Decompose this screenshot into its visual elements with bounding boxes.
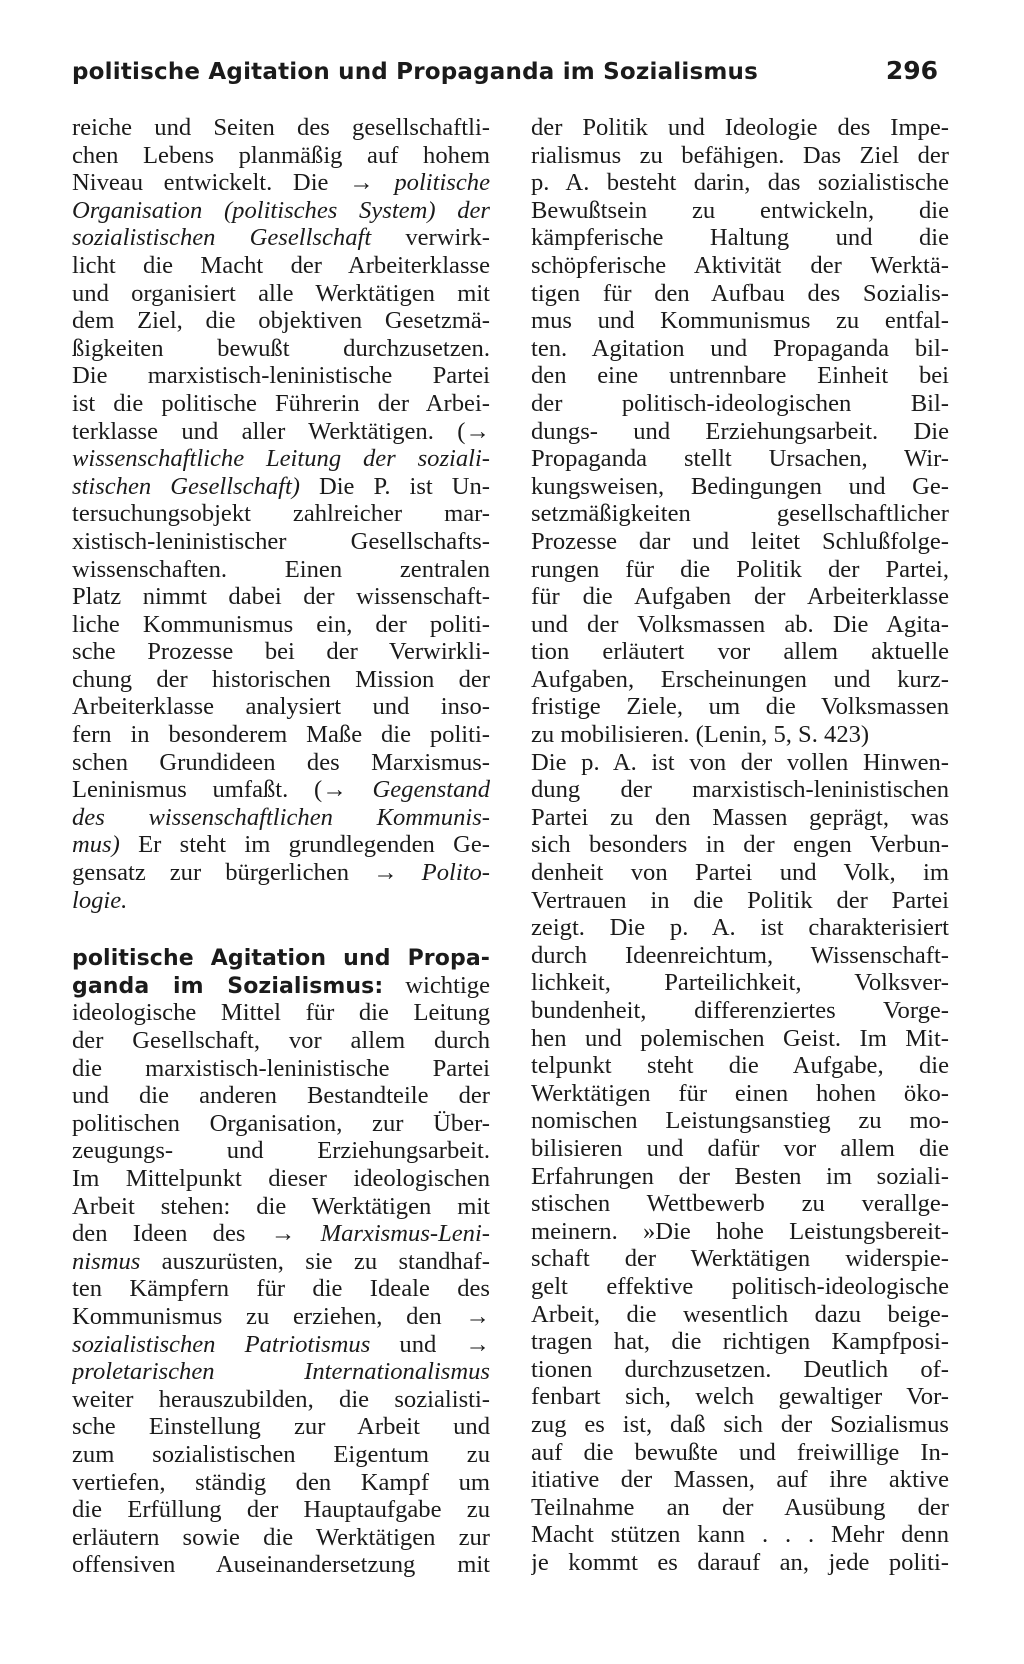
cross-reference-term: Marxismus-Leni- <box>295 1220 490 1248</box>
text-segment: Macht stützen kann . . . Mehr denn <box>531 1521 949 1549</box>
text-segment: sche Einstellung zur Arbeit und <box>72 1413 490 1441</box>
text-segment: fenbart sich, welch gewaltiger Vor- <box>531 1383 949 1411</box>
text-segment: dung der marxistisch-leninistischen <box>531 776 949 804</box>
text-line <box>531 500 949 528</box>
page-number: 296 <box>885 56 938 85</box>
text-segment: zeigt. Die p. A. ist charakterisiert <box>531 914 949 942</box>
text-segment: lichkeit, Parteilichkeit, Volksver- <box>531 969 949 997</box>
text-line <box>72 224 490 252</box>
cross-reference-term: nismus <box>72 1247 141 1275</box>
text-segment: und die anderen Bestandteile der <box>72 1082 490 1110</box>
text-segment: Niveau entwickelt. Die <box>72 169 350 197</box>
text-segment: durch Ideenreichtum, Wissenschaft- <box>531 941 949 969</box>
text-segment: fern in besonderem Maße die politi- <box>72 721 490 749</box>
text-segment: terklasse und aller Werktätigen. ( <box>72 417 466 445</box>
text-segment: erläutern sowie die Werktätigen zur <box>72 1523 490 1551</box>
text-line <box>72 804 490 832</box>
text-segment: gensatz zur bürgerlichen <box>72 859 374 887</box>
cross-reference-term: mus) <box>72 831 120 859</box>
text-line <box>531 362 949 390</box>
text-line <box>531 831 949 859</box>
text-line <box>72 1275 490 1303</box>
text-line <box>531 1328 949 1356</box>
cross-reference-arrow-icon: → <box>322 776 347 804</box>
text-line <box>72 1358 490 1386</box>
text-segment: schaft der Werktätigen widerspie- <box>531 1245 949 1273</box>
text-line <box>531 1273 949 1301</box>
text-line <box>72 999 490 1027</box>
text-segment: itiative der Massen, auf ihre aktive <box>531 1466 949 1494</box>
text-segment: xistisch-leninistischer Gesellschafts- <box>72 527 490 555</box>
text-segment: Werktätigen für einen hohen öko- <box>531 1079 949 1107</box>
headword: ganda im Sozialismus: <box>72 973 384 999</box>
text-line <box>72 638 490 666</box>
text-line <box>72 1386 490 1414</box>
text-segment: für die Aufgaben der Arbeiterklasse <box>531 583 949 611</box>
text-segment: denheit von Partei und Volk, im <box>531 859 949 887</box>
cross-reference-term: Organisation (politisches System) der <box>72 196 490 224</box>
text-segment: ßigkeiten bewußt durchzusetzen. <box>72 334 490 362</box>
text-segment: Propaganda stellt Ursachen, Wir- <box>531 445 949 473</box>
text-segment: Die P. ist Un- <box>299 472 490 500</box>
text-segment: schöpferische Aktivität der Werktä- <box>531 251 949 279</box>
text-line <box>72 1165 490 1193</box>
text-segment: wissenschaften. Einen zentralen <box>72 555 490 583</box>
text-line <box>531 1052 949 1080</box>
text-line <box>531 638 949 666</box>
text-segment: Aufgaben, Erscheinungen und kurz- <box>531 665 949 693</box>
headword: politische Agitation und Propa- <box>72 946 490 972</box>
cross-reference-term: politische <box>373 169 490 197</box>
text-segment: bundenheit, differenziertes Vorge- <box>531 997 949 1024</box>
text-segment: und <box>370 1330 466 1358</box>
text-segment: die Erfüllung der Hauptaufgabe zu <box>72 1496 490 1524</box>
text-line <box>531 528 949 556</box>
text-line <box>72 1331 490 1359</box>
text-segment: Bewußtsein zu entwickeln, die <box>531 196 949 224</box>
text-segment: Partei zu den Massen geprägt, was <box>531 803 949 831</box>
text-line <box>531 1439 949 1467</box>
running-title: politische Agitation und Propaganda im Sozialismus <box>72 59 758 85</box>
cross-reference-arrow-icon: → <box>270 1220 296 1248</box>
cross-reference-term: sozialistischen Patriotismus <box>72 1330 371 1358</box>
text-line <box>531 1025 949 1053</box>
text-line <box>72 972 490 1000</box>
text-segment: stischen Wettbewerb zu verallge- <box>531 1190 949 1218</box>
text-segment: zu mobilisieren. (Lenin, 5, S. 423) <box>531 721 870 749</box>
cross-reference-arrow-icon: → <box>373 859 398 887</box>
text-line <box>531 1549 949 1577</box>
text-line <box>531 1301 949 1329</box>
text-line <box>72 583 490 611</box>
text-segment: Vertrauen in die Politik der Partei <box>531 886 949 914</box>
cross-reference-term: sozialistischen Gesellschaft <box>72 224 372 252</box>
text-line <box>72 1441 490 1469</box>
text-line <box>72 1303 490 1331</box>
text-line <box>72 611 490 639</box>
entry-politische-agitation <box>72 944 490 1579</box>
text-segment: offensiven Auseinandersetzung mit <box>72 1551 490 1579</box>
text-segment: wichtige <box>383 971 490 999</box>
text-segment: tion erläutert vor allem aktuelle <box>531 638 949 666</box>
text-line <box>531 1163 949 1191</box>
text-line <box>72 1413 490 1441</box>
text-segment: meinern. »Die hohe Leistungsbereit- <box>531 1217 949 1245</box>
text-segment: der politisch-ideologischen Bil- <box>531 389 949 417</box>
text-line <box>72 776 490 804</box>
text-segment: tersuchungsobjekt zahlreicher mar- <box>72 500 490 528</box>
text-line <box>531 1356 949 1384</box>
text-segment: Leninismus umfaßt. ( <box>72 776 323 804</box>
text-line <box>72 169 490 197</box>
text-line <box>72 1248 490 1276</box>
entry-continuation-paragraph <box>72 114 490 914</box>
text-line <box>531 887 949 915</box>
text-line <box>531 114 949 142</box>
cross-reference-arrow-icon: → <box>465 417 490 445</box>
text-line <box>72 390 490 418</box>
text-line <box>72 1193 490 1221</box>
text-line <box>72 887 490 915</box>
text-line <box>72 1110 490 1138</box>
text-line <box>72 1551 490 1579</box>
text-segment: Erfahrungen der Besten im soziali- <box>531 1162 949 1190</box>
text-line <box>72 666 490 694</box>
cross-reference-term: Polito- <box>397 859 490 887</box>
text-line <box>531 969 949 997</box>
text-line <box>72 1524 490 1552</box>
text-line <box>531 914 949 942</box>
text-segment: ist die politische Führerin der Arbei- <box>72 389 490 417</box>
right-column <box>531 114 949 1576</box>
text-segment: Arbeit stehen: die Werktätigen mit <box>72 1192 490 1220</box>
text-segment: gelt effektive politisch-ideologische <box>531 1272 949 1300</box>
text-line <box>531 666 949 694</box>
text-line <box>531 169 949 197</box>
text-line <box>531 224 949 252</box>
text-segment: liche Kommunismus ein, der politi- <box>72 610 490 638</box>
text-line <box>72 307 490 335</box>
text-segment: Er steht im grundlegenden Ge- <box>119 831 490 859</box>
text-segment: zum sozialistischen Eigentum zu <box>72 1440 490 1468</box>
running-head <box>72 56 938 96</box>
text-line <box>531 418 949 446</box>
text-segment: sich besonders in der engen Verbun- <box>531 831 949 859</box>
text-line <box>72 473 490 501</box>
text-segment: weiter herauszubilden, die sozialisti- <box>72 1385 490 1413</box>
text-line <box>72 944 490 972</box>
text-segment: die marxistisch-leninistische Partei <box>72 1054 490 1082</box>
text-segment: Arbeiterklasse analysiert und inso- <box>72 693 490 721</box>
text-segment: je kommt es darauf an, jede politi- <box>531 1548 949 1576</box>
text-line <box>72 1055 490 1083</box>
text-line <box>72 1220 490 1248</box>
text-segment: nomischen Leistungsanstieg zu mo- <box>531 1107 949 1135</box>
text-line <box>72 142 490 170</box>
cross-reference-term: proletarischen Internationalismus <box>72 1358 490 1386</box>
text-line <box>72 280 490 308</box>
text-segment: Arbeit, die wesentlich dazu beige- <box>531 1300 949 1328</box>
text-line <box>531 1218 949 1246</box>
cross-reference-term: Gegenstand <box>346 776 490 804</box>
text-segment: Teilnahme an der Ausübung der <box>531 1493 949 1521</box>
text-line <box>72 831 490 859</box>
text-segment: ideologische Mittel für die Leitung <box>72 999 490 1027</box>
text-line <box>531 280 949 308</box>
text-line <box>531 390 949 418</box>
text-line <box>72 859 490 887</box>
text-segment: chen Lebens planmäßig auf hohem <box>72 141 490 169</box>
cross-reference-arrow-icon: → <box>465 1330 490 1358</box>
text-line <box>72 1496 490 1524</box>
text-segment: setzmäßigkeiten gesellschaftlicher <box>531 500 949 528</box>
text-segment: schen Grundideen des Marxismus- <box>72 748 490 776</box>
text-segment: auf die bewußte und freiwillige In- <box>531 1438 949 1466</box>
text-line <box>531 1466 949 1494</box>
text-line <box>531 611 949 639</box>
paragraph-gap <box>72 914 490 944</box>
cross-reference-arrow-icon: → <box>349 169 374 197</box>
text-segment: den eine untrennbare Einheit bei <box>531 362 949 390</box>
text-segment: dungs- und Erziehungsarbeit. Die <box>531 417 949 445</box>
text-segment: licht die Macht der Arbeiterklasse <box>72 251 490 279</box>
cross-reference-term: logie. <box>72 886 128 914</box>
text-line <box>72 1137 490 1165</box>
text-segment: politischen Organisation, zur Über- <box>72 1109 490 1137</box>
text-line <box>72 418 490 446</box>
text-line <box>531 1245 949 1273</box>
text-segment: Im Mittelpunkt dieser ideologischen <box>72 1164 490 1192</box>
text-segment: chung der historischen Mission der <box>72 665 490 693</box>
text-line <box>72 114 490 142</box>
cross-reference-arrow-icon: → <box>465 1302 490 1330</box>
text-line <box>531 335 949 363</box>
text-segment: Die p. A. ist von der vollen Hinwen- <box>531 748 949 776</box>
text-segment: reiche und Seiten des gesellschaftli- <box>72 114 490 141</box>
text-line <box>72 1082 490 1110</box>
text-line <box>72 528 490 556</box>
text-segment: ten Kämpfern für die Ideale des <box>72 1275 490 1303</box>
text-line <box>531 142 949 170</box>
text-line <box>531 583 949 611</box>
text-line <box>531 1135 949 1163</box>
text-segment: und der Volksmassen ab. Die Agita- <box>531 610 949 638</box>
cross-reference-term: des wissenschaftlichen Kommunis- <box>72 803 490 831</box>
text-segment: verwirk- <box>371 224 490 252</box>
text-segment: tragen hat, die richtigen Kampfposi- <box>531 1328 949 1356</box>
text-segment: ten. Agitation und Propaganda bil- <box>531 334 949 362</box>
text-line <box>531 1383 949 1411</box>
text-line <box>531 942 949 970</box>
text-line <box>531 721 949 749</box>
text-line <box>531 252 949 280</box>
text-line <box>531 473 949 501</box>
entry-continuation-right <box>531 114 949 1576</box>
text-segment: den Ideen des <box>72 1220 271 1248</box>
text-line <box>531 693 949 721</box>
text-line <box>72 749 490 777</box>
text-segment: und organisiert alle Werktätigen mit <box>72 279 490 307</box>
left-column <box>72 114 490 1579</box>
text-segment: Prozesse dar und leitet Schlußfolge- <box>531 527 949 555</box>
text-segment: sche Prozesse bei der Verwirkli- <box>72 638 490 666</box>
text-line <box>72 500 490 528</box>
text-line <box>531 776 949 804</box>
text-segment: auszurüsten, sie zu standhaf- <box>140 1247 490 1275</box>
cross-reference-term: stischen Gesellschaft) <box>72 472 300 500</box>
text-segment: bilisieren und dafür vor allem die <box>531 1134 949 1162</box>
text-line <box>531 197 949 225</box>
text-line <box>531 1107 949 1135</box>
text-line <box>531 1080 949 1108</box>
text-segment: der Politik und Ideologie des Impe- <box>531 114 949 141</box>
text-line <box>72 362 490 390</box>
text-line <box>531 556 949 584</box>
text-line <box>531 445 949 473</box>
text-segment: zug es ist, daß sich der Sozialismus <box>531 1410 949 1438</box>
text-segment: Die marxistisch-leninistische Partei <box>72 362 490 390</box>
text-segment: hen und polemischen Geist. Im Mit- <box>531 1024 949 1052</box>
text-line <box>72 445 490 473</box>
text-line <box>531 859 949 887</box>
text-segment: zeugungs- und Erziehungsarbeit. <box>72 1137 490 1165</box>
text-line <box>72 197 490 225</box>
text-line <box>72 252 490 280</box>
text-line <box>531 1494 949 1522</box>
text-segment: tigen für den Aufbau des Sozialis- <box>531 279 949 307</box>
text-line <box>531 1411 949 1439</box>
text-line <box>72 721 490 749</box>
text-line <box>531 307 949 335</box>
text-segment: kämpferische Haltung und die <box>531 224 949 252</box>
cross-reference-term: wissenschaftliche Leitung der soziali- <box>72 445 490 473</box>
text-segment: der Gesellschaft, vor allem durch <box>72 1027 490 1054</box>
text-line <box>531 1521 949 1549</box>
text-line <box>72 693 490 721</box>
text-segment: rungen für die Politik der Partei, <box>531 555 949 583</box>
text-line <box>531 749 949 777</box>
text-line <box>72 1469 490 1497</box>
text-line <box>531 1190 949 1218</box>
text-segment: mus und Kommunismus zu entfal- <box>531 307 949 335</box>
text-segment: vertiefen, ständig den Kampf um <box>72 1468 490 1496</box>
text-line <box>72 335 490 363</box>
text-line <box>72 1027 490 1055</box>
text-segment: telpunkt steht die Aufgabe, die <box>531 1052 949 1080</box>
text-segment: p. A. besteht darin, das sozialistische <box>531 169 949 197</box>
text-segment: dem Ziel, die objektiven Gesetzmä- <box>72 307 490 335</box>
text-segment: kungsweisen, Bedingungen und Ge- <box>531 472 949 500</box>
text-segment: Kommunismus zu erziehen, den <box>72 1302 466 1330</box>
text-segment: tionen durchzusetzen. Deutlich of- <box>531 1355 949 1383</box>
text-segment: Platz nimmt dabei der wissenschaft- <box>72 583 490 611</box>
text-segment: rialismus zu befähigen. Das Ziel der <box>531 141 949 169</box>
text-line <box>531 997 949 1025</box>
text-segment: fristige Ziele, um die Volksmassen <box>531 693 949 721</box>
text-line <box>531 804 949 832</box>
text-line <box>72 556 490 584</box>
